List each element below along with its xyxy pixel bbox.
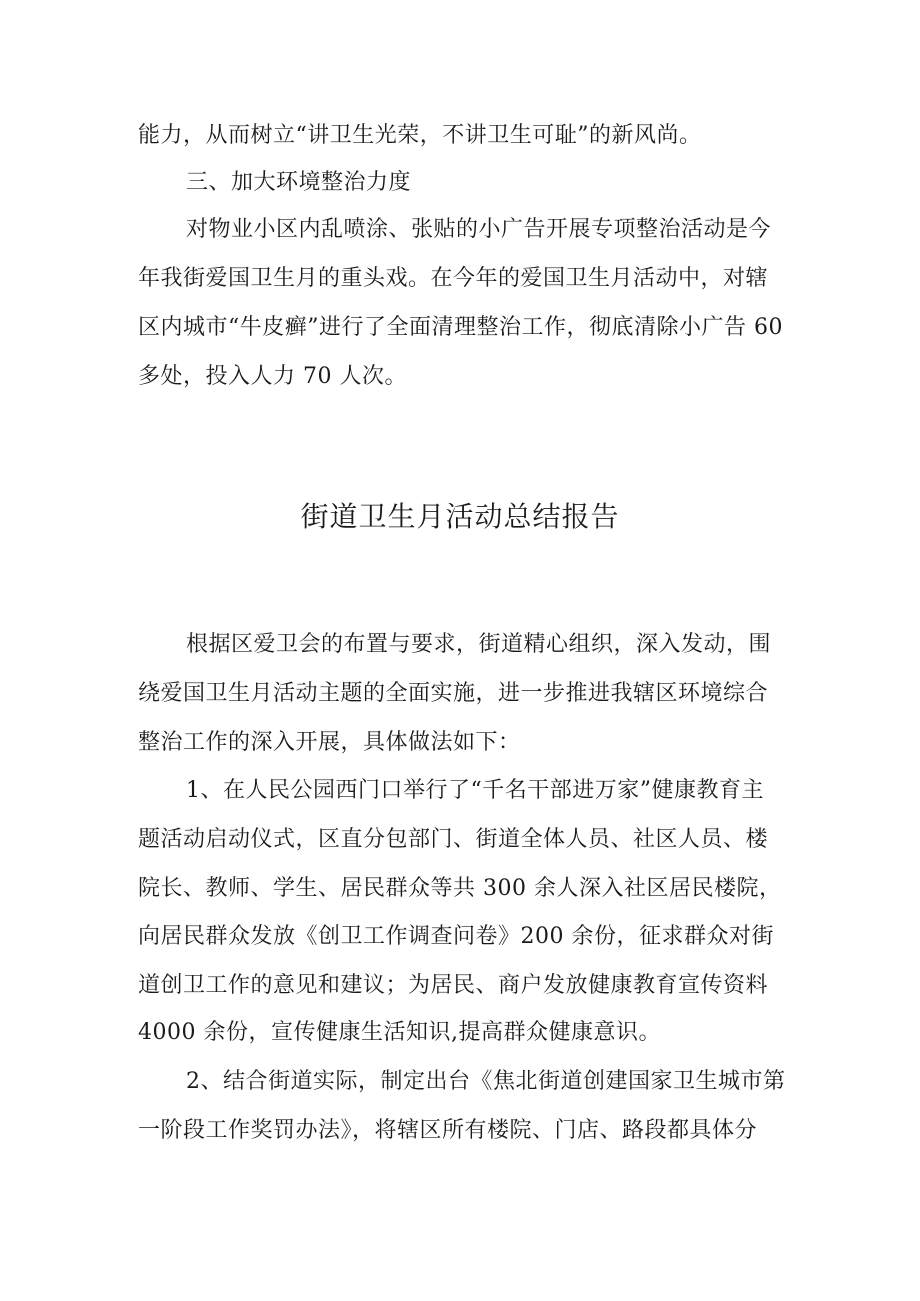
paragraph-line: 整治工作的深入开展，具体做法如下： [138, 730, 521, 755]
paragraph-line: 对物业小区内乱喷涂、张贴的小广告开展专项整治活动是今 [186, 217, 772, 242]
list-item-line: 1、在人民公园西门口举行了“千名干部进万家”健康教育主 [186, 778, 764, 803]
paragraph-line: 多处，投入人力 70 人次。 [138, 364, 407, 389]
paragraph-line: 根据区爱卫会的布置与要求，街道精心组织，深入发动，围 [186, 632, 772, 657]
list-item-line: 院长、教师、学生、居民群众等共 300 余人深入社区居民楼院， [138, 876, 782, 901]
list-item-line: 一阶段工作奖罚办法》，将辖区所有楼院、门店、路段都具体分 [138, 1118, 758, 1143]
list-item-line: 向居民群众发放《创卫工作调查问卷》200 余份，征求群众对街 [138, 924, 774, 949]
paragraph-line: 能力，从而树立“讲卫生光荣，不讲卫生可耻”的新风尚。 [138, 123, 702, 148]
list-item-line: 题活动启动仪式，区直分包部门、街道全体人员、社区人员、楼 [138, 827, 769, 852]
list-item-line: 2、结合街道实际，制定出台《焦北街道创建国家卫生城市第 [186, 1069, 786, 1094]
report-title: 街道卫生月活动总结报告 [300, 500, 620, 533]
section-heading: 三、加大环境整治力度 [186, 170, 412, 195]
list-item-line: 道创卫工作的意见和建议；为居民、商户发放健康教育宣传资料 [138, 973, 769, 998]
paragraph-line: 年我街爱国卫生月的重头戏。在今年的爱国卫生月活动中，对辖 [138, 266, 769, 291]
list-item-line: 4000 余份，宣传健康生活知识,提高群众健康意识。 [138, 1020, 661, 1045]
paragraph-line: 区内城市“牛皮癣”进行了全面清理整治工作，彻底清除小广告 60 [138, 315, 783, 340]
paragraph-line: 绕爱国卫生月活动主题的全面实施，进一步推进我辖区环境综合 [138, 681, 769, 706]
